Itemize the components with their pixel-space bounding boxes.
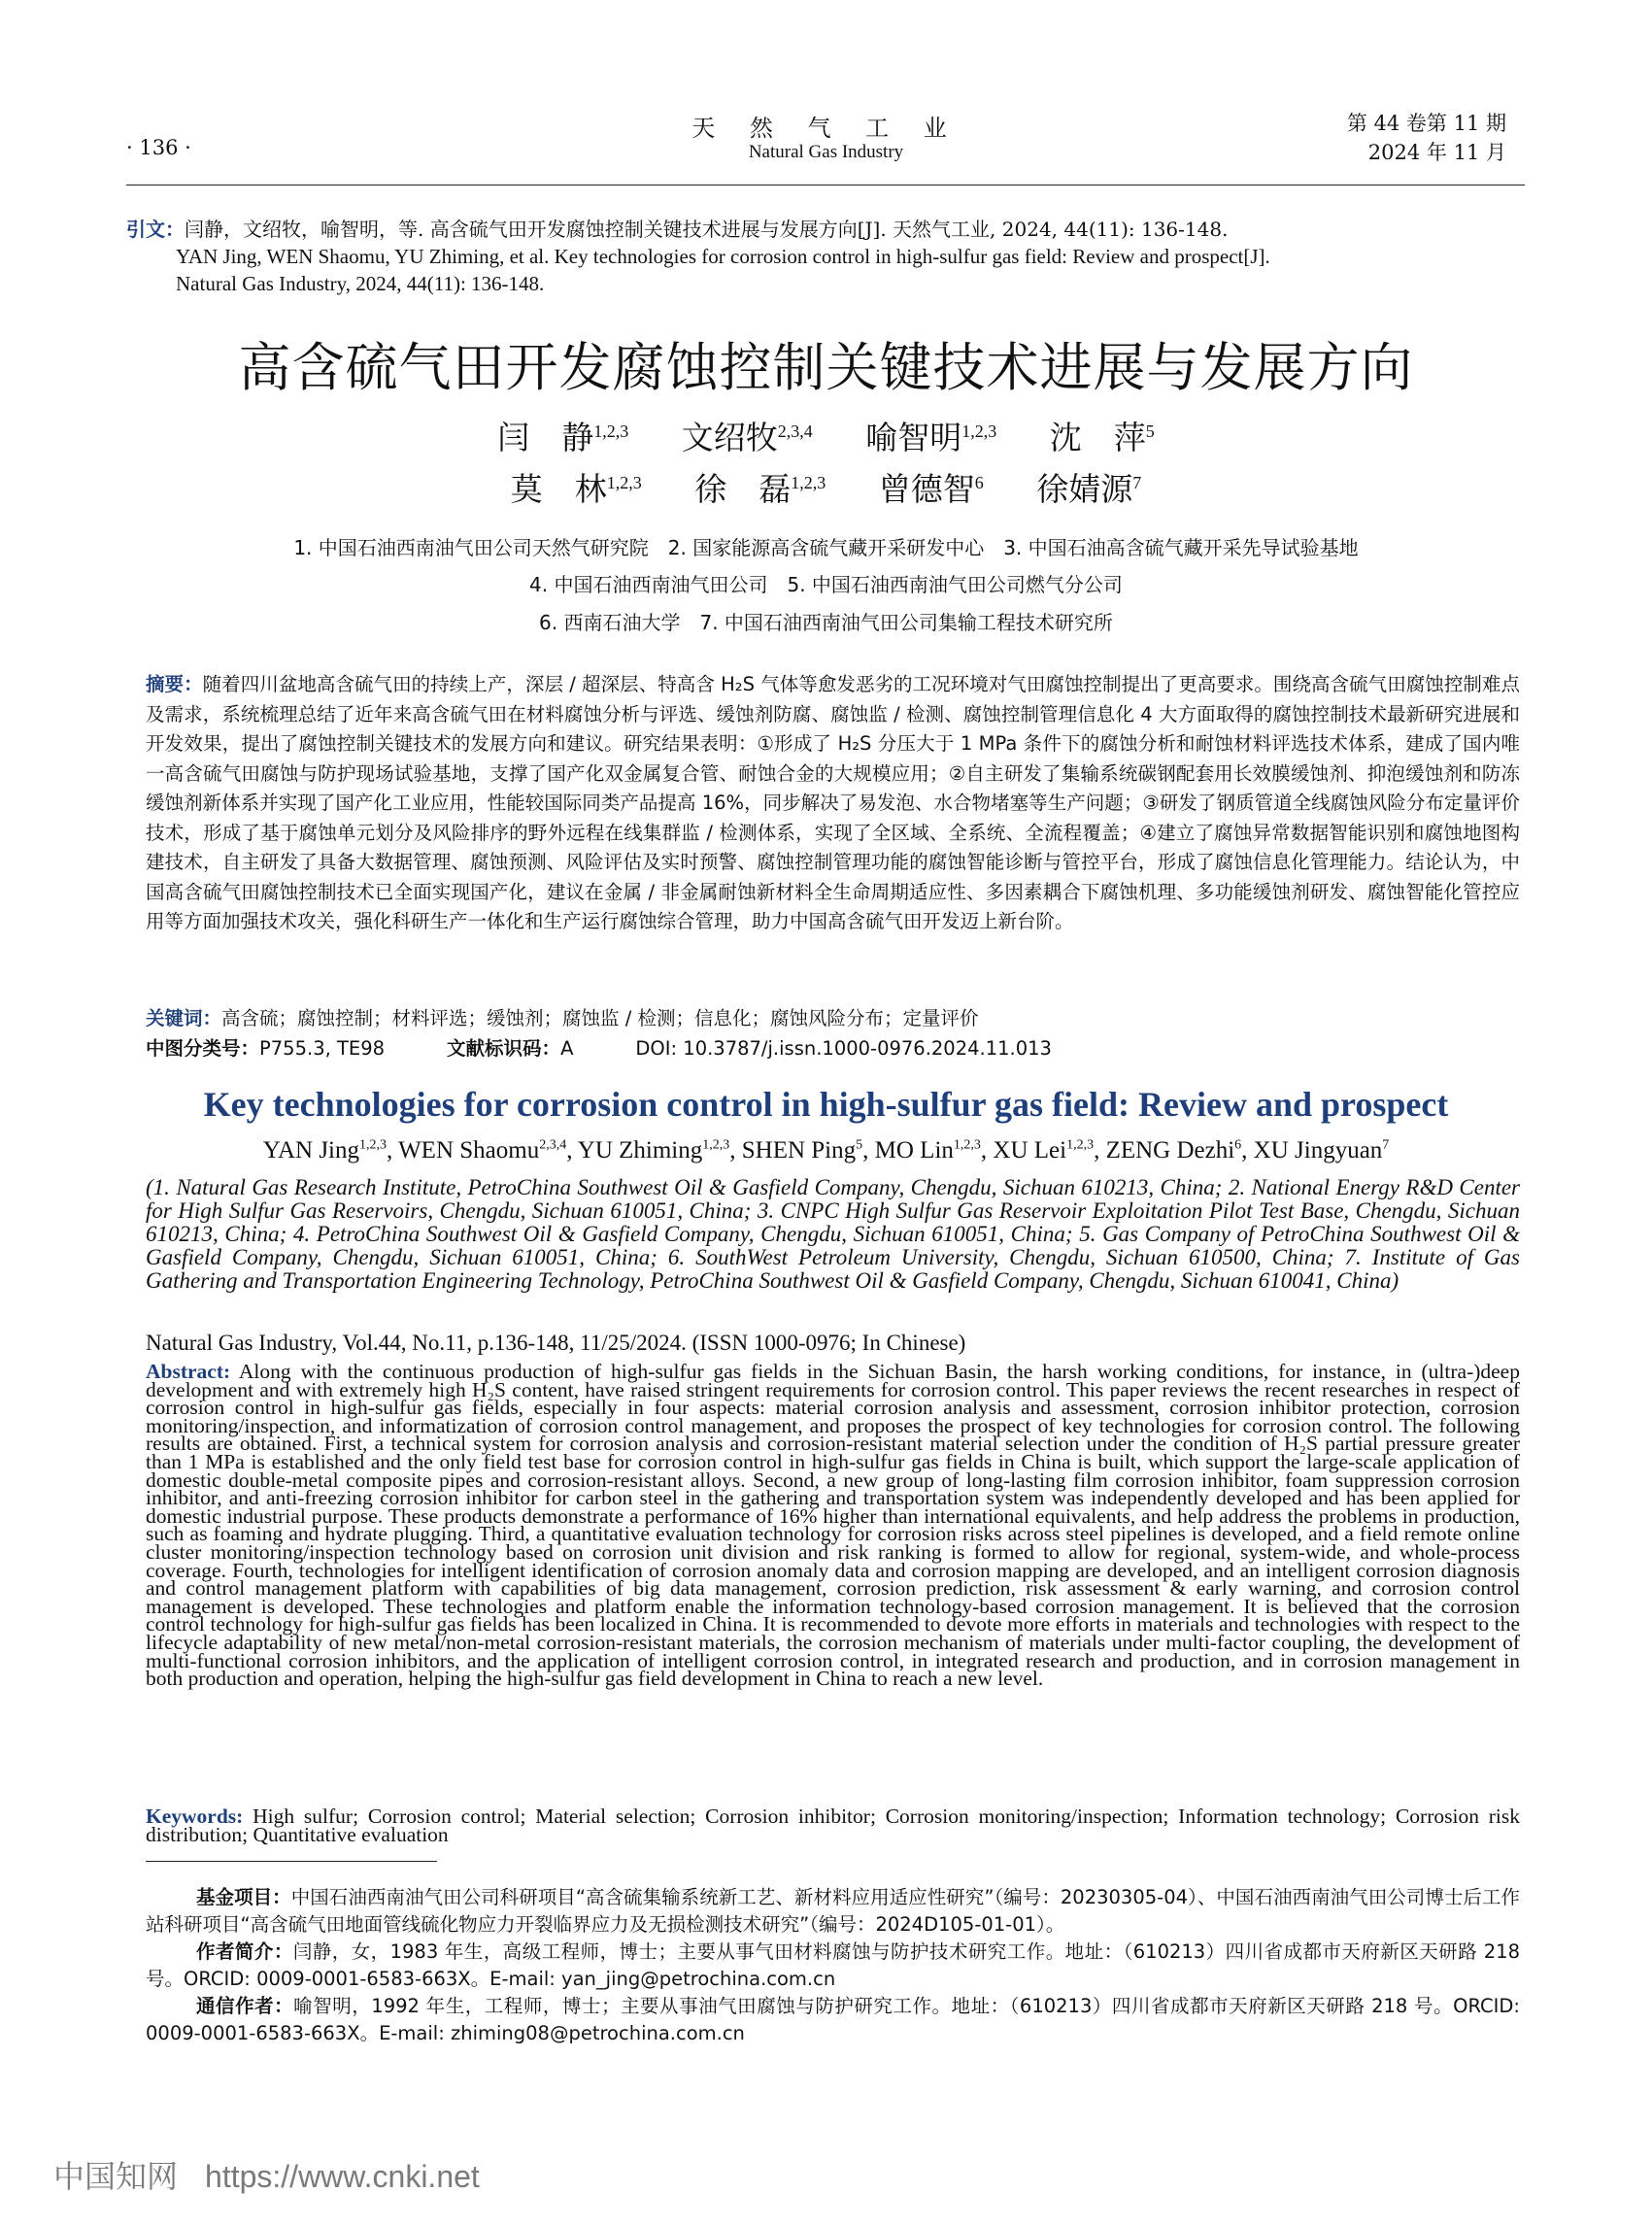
fund-note: 基金项目：中国石油西南油气田公司科研项目“高含硫集输系统新工艺、新材料应用适应性研究”（编号：20230305-04）、中国石油西南油气田公司博士后工作站科研项目“高含硫气田地面管线硫化物应力开裂临界应力及无损检测技术研究”（编号：2024D105-01-01）。 [146, 1886, 1520, 1936]
footnote-divider [146, 1861, 437, 1862]
abstract-cn-text: 随着四川盆地高含硫气田的持续上产，深层 / 超深层、特高含 H₂S 气体等愈发恶劣的工况环境对气田腐蚀控制提出了更高要求。围绕高含硫气田腐蚀控制难点及需求，系统梳理总结了近年来高含硫气田在材料腐蚀分析与评选、缓蚀剂防腐、腐蚀监 / 检测、腐蚀控制管理信息化 4 大方面取得的腐蚀控制技术最新研究进展和开发效果，提出了腐蚀控制关键技术的发展方向和建议。研究结果表明：①形成了 H₂S 分压大于 1 MPa 条件下的腐蚀分析和耐蚀材料评选技术体系，建成了国内唯一高含硫气田腐蚀与防护现场试验基地，支撑了国产化双金属复合管、耐蚀合金的大规模应用；②自主研发了集输系统碳钢配套用长效膜缓蚀剂、抑泡缓蚀剂和防冻缓蚀剂新体系并实现了国产化工业应用，性能较国际同类产品提高 16%，同步解决了易发泡、水合物堵塞等生产问题；③研发了钢质管道全线腐蚀风险分布定量评价技术，形成了基于腐蚀单元划分及风险排序的野外远程在线集群监 / 检测体系，实现了全区域、全系统、全流程覆盖；④建立了腐蚀异常数据智能识别和腐蚀地图构建技术，自主研发了具备大数据管理、腐蚀预测、风险评估及实时预警、腐蚀控制管理功能的腐蚀智能诊断与管控平台，形成了腐蚀信息化管理能力。结论认为，中国高含硫气田腐蚀控制技术已全面实现国产化，建议在金属 / 非金属耐蚀新材料全生命周期适应性、多因素耦合下腐蚀机理、多功能缓蚀剂研发、腐蚀智能化管控应用等方面加强技术攻关，强化科研生产一体化和生产运行腐蚀综合管理，助力中国高含硫气田开发迈上新台阶。 [146, 673, 1520, 932]
affiliation-cn-line: 4. 中国石油西南油气田公司 5. 中国石油西南油气田公司燃气分公司 [529, 573, 1123, 596]
author-cn: 文绍牧$^{2,3,4}$ [681, 419, 813, 456]
cnki-logo-text: 中国知网 [53, 2158, 179, 2195]
authors-cn-row2 [0, 464, 1652, 510]
authors-en: YAN Jing$^{1,2,3}$, WEN Shaomu$^{2,3,4}$, YU Zhiming$^{1,2,3}$, SHEN Ping$^5$, MO Lin$^{1,2,3}$, XU Lei$^{1,2,3}$, ZENG Dezhi$^6$, XU Jingyuan$^7$ [262, 1137, 1390, 1164]
author-cn: 莫 林$^{1,2,3}$ [510, 470, 642, 508]
author-en: YU Zhiming$^{1,2,3}$ [577, 1137, 730, 1164]
author-en: XU Lei$^{1,2,3}$ [993, 1137, 1095, 1164]
journal-name-cn: 天 然 气 工 业 [691, 115, 961, 142]
journal-name-en: Natural Gas Industry [748, 142, 904, 162]
abstract-en-text: Along with the continuous production of high-sulfur gas fields in the Sichuan Basin, the harsh working conditions, for instance, in (ultra-)deep development and with extremely high H₂S content, have raised stringent requirements for corrosion control. This paper reviews the recent researches in respect of corrosion control in high-sulfur gas fields, especially in four aspects: material corrosion analysis and assessment, corrosion inhibitor protection, corrosion monitoring/inspection, and informatization of corrosion control management, and proposes the prospect of key technologies for corrosion control. The following results are obtained. First, a technical system for corrosion analysis and corrosion-resistant material selection under the condition of H₂S partial pressure greater than 1 MPa is established and the only field test base for corrosion control in high-sulfur gas fields in China is built, which support the large-scale application of domestic double-metal composite pipes and corrosion-resistant alloys. Second, a new group of long-lasting film corrosion inhibitor, foam suppression corrosion inhibitor, and anti-freezing corrosion inhibitor for carbon steel in the gathering and transportation system was independently developed and has been applied for domestic industrial purpose. These products demonstrate a performance of 16% higher than international equivalents, and help address the problems in production, such as foaming and hydrate plugging. Third, a quantitative evaluation technology for corrosion risks across steel pipelines is developed, and a field remote online cluster monitoring/inspection technology based on corrosion unit division and risk ranking is formed to allow for regional, system-wide, and whole-process coverage. Fourth, technologies for intelligent identification of corrosion anomaly data and corrosion mapping are developed, and an intelligent corrosion diagnosis and control management platform with capabilities of big data management, corrosion prediction, risk assessment & early warning, and corrosion control management is developed. These technologies and platform enable the information technology-based corrosion management. It is believed that the corrosion control technology for high-sulfur gas fields has been localized in China. It is recommended to devote more efforts in materials and technologies with respect to the lifecycle adaptability of new metal/non-metal corrosion-resistant materials, the corrosion mechanism of materials under multi-factor coupling, the development of multi-functional corrosion inhibitors, and the application of intelligent corrosion control, in integrated research and production, and in corrosion management in both production and operation, helping the high-sulfur gas field development in China to reach a new level. [146, 1360, 1520, 1691]
doc-code-label: 文献标识码： [447, 1037, 561, 1060]
keywords-cn-label: 关键词： [146, 1007, 222, 1029]
abstract-en [146, 1360, 1520, 1691]
affiliation-cn-line: 1. 中国石油西南油气田公司天然气研究院 2. 国家能源高含硫气藏开采研发中心 3. 中国石油高含硫气藏开采先导试验基地 [293, 536, 1359, 559]
citation-block [126, 216, 1525, 297]
cnki-watermark [53, 2152, 480, 2197]
article-title-en: Key technologies for corrosion control in high-sulfur gas field: Review and prospect [203, 1085, 1449, 1124]
page-number: · 136 · [126, 136, 191, 159]
footnotes [146, 1884, 1520, 2047]
author-en: WEN Shaomu$^{2,3,4}$ [398, 1137, 567, 1164]
author-cn: 徐 磊$^{1,2,3}$ [694, 470, 826, 508]
citation-en-line1: YAN Jing, WEN Shaomu, YU Zhiming, et al. Key technologies for corrosion control in high-sulfur gas field: Review and prospect[J]. [176, 245, 1270, 268]
clc-label: 中图分类号： [146, 1037, 260, 1060]
publication-info-en: Natural Gas Industry, Vol.44, No.11, p.136-148, 11/25/2024. (ISSN 1000-0976; In Chinese) [146, 1331, 966, 1355]
author-cn: 闫 静$^{1,2,3}$ [497, 419, 629, 456]
keywords-cn [146, 1003, 1520, 1030]
authors-cn-row1 [0, 413, 1652, 458]
clc-value: P755.3, TE98 [259, 1037, 386, 1060]
abstract-cn [146, 670, 1520, 937]
classification-line [146, 1033, 1520, 1061]
issue-info [1347, 109, 1506, 167]
citation-en-line2: Natural Gas Industry, 2024, 44(11): 136-148. [176, 272, 545, 295]
author-cn: 徐婧源$^7$ [1036, 470, 1142, 508]
volume-issue: 第 44 卷第 11 期 [1346, 112, 1506, 135]
author-en: ZENG Dezhi$^6$ [1105, 1137, 1242, 1164]
keywords-cn-text: 高含硫；腐蚀控制；材料评选；缓蚀剂；腐蚀监 / 检测；信息化；腐蚀风险分布；定量评价 [221, 1007, 979, 1029]
citation-label: 引文： [126, 218, 185, 241]
issue-date: 2024 年 11 月 [1367, 141, 1506, 164]
author-bio-note: 作者简介：闫静，女，1983 年生，高级工程师，博士；主要从事气田材料腐蚀与防护技术研究工作。地址：（610213）四川省成都市天府新区天研路 218 号。ORCID: 0009-0001-6583-663X。E-mail: yan_jing@petrochina.com.cn [146, 1940, 1520, 1990]
author-en: XU Jingyuan$^7$ [1253, 1137, 1390, 1164]
author-en: YAN Jing$^{1,2,3}$ [262, 1137, 388, 1164]
abstract-cn-label: 摘要： [146, 673, 203, 695]
affiliations-en: (1. Natural Gas Research Institute, PetroChina Southwest Oil & Gasfield Company, Chengdu, Sichuan 610213, China; 2. National Energy R&D Center for High Sulfur Gas Reservoirs, Chengdu, Sichuan 610051, China; 3. CNPC High Sulfur Gas Reservoir Exploitation Pilot Test Base, Chengdu, Sichuan 610213, China; 4. PetroChina Southwest Oil & Gasfield Company, Chengdu, Sichuan 610051, China; 5. Gas Company of PetroChina Southwest Oil & Gasfield Company, Chengdu, Sichuan 610051, China; 6. SouthWest Petroleum University, Chengdu, Sichuan 610500, China; 7. Institute of Gas Gathering and Transportation Engineering Technology, PetroChina Southwest Oil & Gasfield Company, Chengdu, Sichuan 610041, China) [146, 1175, 1520, 1293]
doi: DOI: 10.3787/j.issn.1000-0976.2024.11.013 [635, 1037, 1052, 1060]
header-divider [126, 185, 1525, 186]
author-cn: 喻智明$^{1,2,3}$ [865, 419, 997, 456]
keywords-en-text: High sulfur; Corrosion control; Material selection; Corrosion inhibitor; Corrosion monitoring/inspection; Information technology; Corrosion risk distribution; Quantitative evaluation [146, 1804, 1520, 1846]
author-cn: 曾德智$^6$ [878, 470, 984, 508]
author-cn: 沈 萍$^5$ [1049, 419, 1155, 456]
keywords-en-label: Keywords: [146, 1804, 244, 1828]
keywords-en [146, 1804, 1520, 1846]
citation-cn: 闫静，文绍牧，喻智明，等. 高含硫气田开发腐蚀控制关键技术进展与发展方向[J]. 天然气工业, 2024, 44(11): 136-148. [185, 218, 1229, 241]
cnki-url: https://www.cnki.net [205, 2159, 480, 2194]
doc-code-value: A [560, 1037, 574, 1060]
author-en: SHEN Ping$^5$ [741, 1137, 863, 1164]
corresponding-author-note: 通信作者：喻智明，1992 年生，工程师，博士；主要从事油气田腐蚀与防护研究工作。地址：（610213）四川省成都市天府新区天研路 218 号。ORCID: 0009-0001-6583-663X。E-mail: zhiming08@petrochina.com.cn [146, 1995, 1520, 2044]
affiliation-cn-line: 6. 西南石油大学 7. 中国石油西南油气田公司集输工程技术研究所 [539, 611, 1113, 634]
article-title-cn: 高含硫气田开发腐蚀控制关键技术进展与发展方向 [238, 337, 1414, 398]
author-en: MO Lin$^{1,2,3}$ [874, 1137, 981, 1164]
abstract-en-label: Abstract: [146, 1360, 231, 1383]
